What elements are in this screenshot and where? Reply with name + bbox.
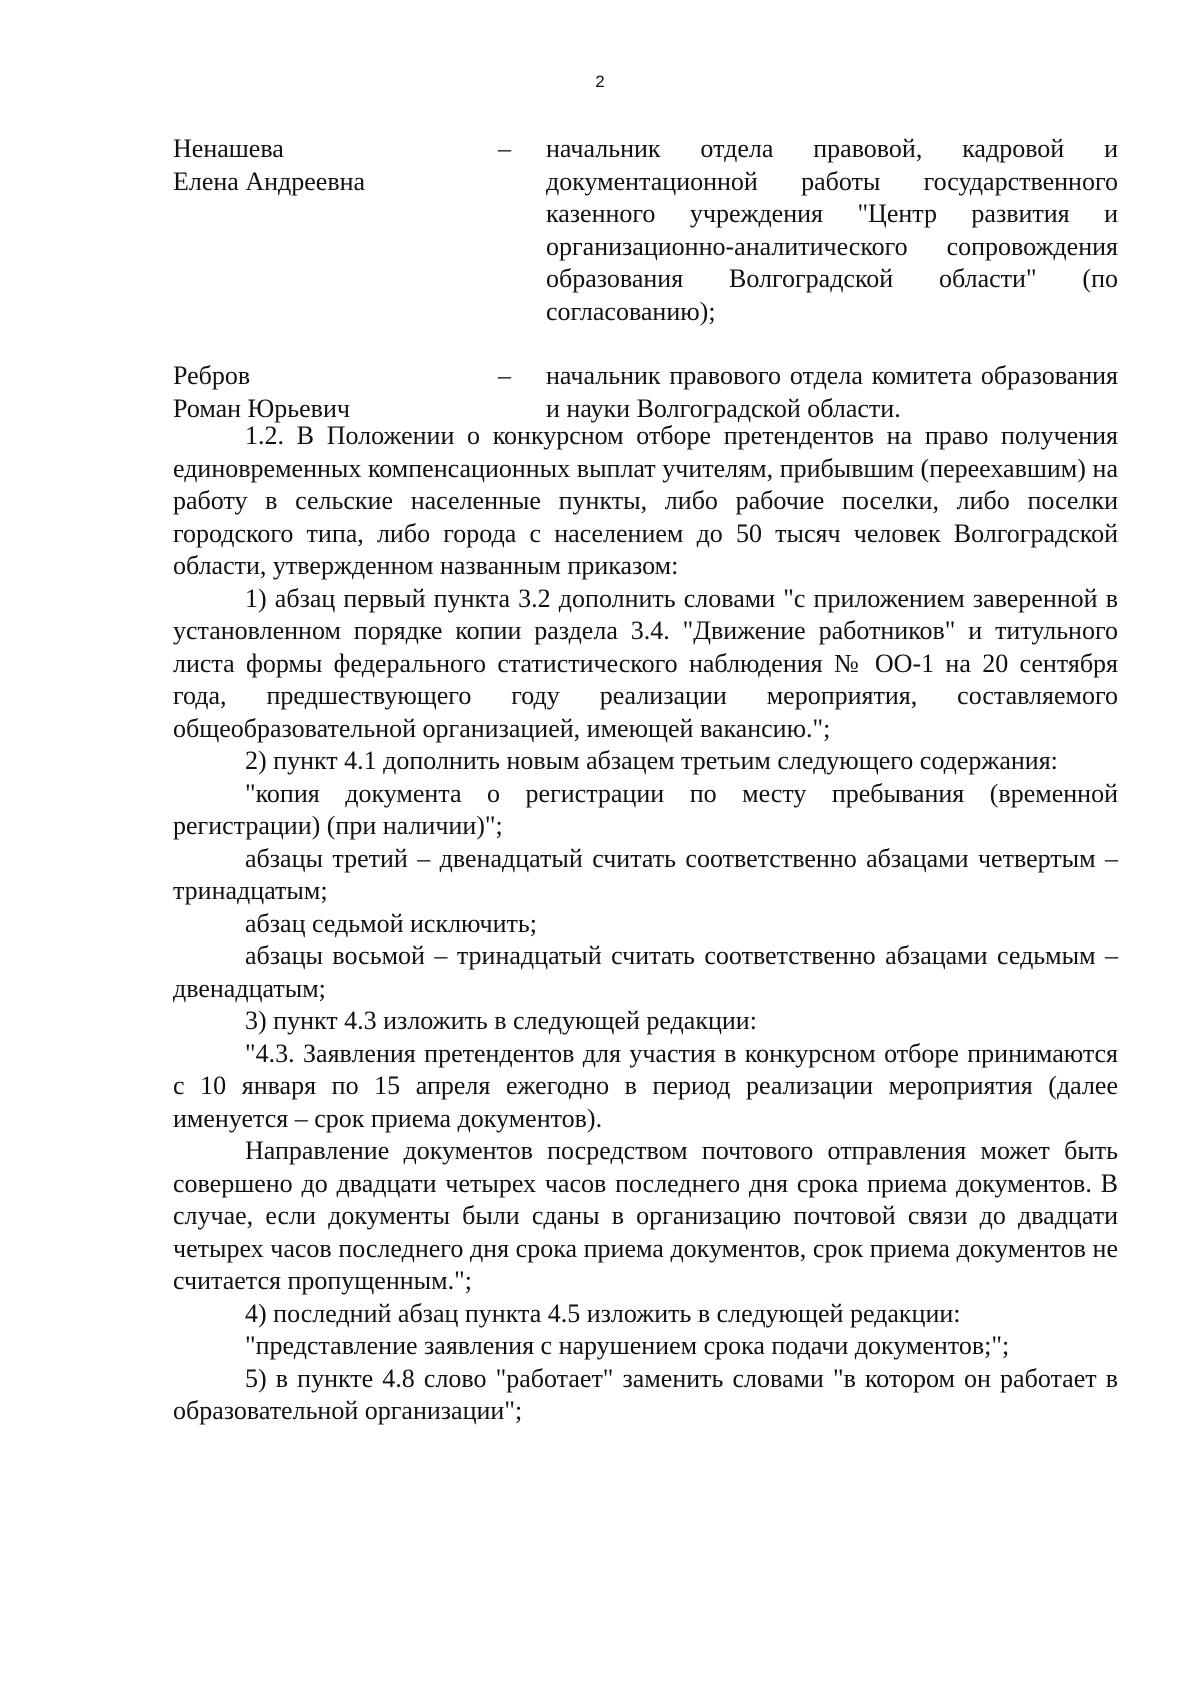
paragraph-item-3: 3) пункт 4.3 изложить в следующей редакции: xyxy=(245,1006,757,1035)
paragraph-renumber-1: абзацы третий – двенадцатый считать соответственно абзацами четвертым – тринадцатым; xyxy=(173,843,1118,905)
member-role: начальник отдела правовой, кадровой и документационной работы государственного казенного учреждения "Центр развития и организационно-аналитического сопровождения образования Волгоградской области" (по согласованию); xyxy=(546,134,1118,326)
member-role: начальник правового отдела комитета образования и науки Волгоградской области. xyxy=(546,361,1118,423)
paragraph-item-4: 4) последний абзац пункта 4.5 изложить в следующей редакции: xyxy=(245,1298,961,1328)
member-dash: – xyxy=(498,361,511,390)
member-given-names: Елена Андреевна xyxy=(173,166,366,196)
member-given-names: Роман Юрьевич xyxy=(173,393,350,423)
member-surname: Ненашева xyxy=(173,134,284,163)
paragraph-quote-registration: "копия документа о регистрации по месту пребывания (временной регистрации) (при наличии)"; xyxy=(173,778,1118,840)
paragraph-renumber-2: абзацы восьмой – тринадцатый считать соответственно абзацами седьмым – двенадцатым; xyxy=(173,941,1118,1003)
paragraph-quote-deadline: "представление заявления с нарушением срока подачи документов;"; xyxy=(245,1331,1010,1360)
paragraph-exclude: абзац седьмой исключить; xyxy=(245,908,537,938)
paragraph-item-1: 1) абзац первый пункта 3.2 дополнить словами "с приложением заверенной в установленном порядке копии раздела 3.4. "Движение работников" и титульного листа формы федерального статистического наблюдения № ОО-1 на 20 сентября года, предшествующего году реализации мероприятия, составляемого общеобразовательной организацией, имеющей вакансию."; xyxy=(173,583,1118,743)
document-body xyxy=(173,420,1118,1428)
paragraph-1-2: 1.2. В Положении о конкурсном отборе претендентов на право получения единовременных компенсационных выплат учителям, прибывшим (переехавшим) на работу в сельские населенные пункты, либо рабочие поселки, либо поселки городского типа, либо города с населением до 50 тысяч человек Волгоградской области, утвержденном названным приказом: xyxy=(173,421,1118,580)
member-name xyxy=(173,133,473,198)
paragraph-item-5: 5) в пункте 4.8 слово "работает" заменить словами "в котором он работает в образовательной организации"; xyxy=(173,1363,1118,1425)
member-dash: – xyxy=(498,134,511,163)
member-name xyxy=(173,360,473,425)
paragraph-item-2: 2) пункт 4.1 дополнить новым абзацем третьим следующего содержания: xyxy=(245,746,1058,775)
member-surname: Ребров xyxy=(173,361,251,390)
paragraph-quote-4-3: "4.3. Заявления претендентов для участия в конкурсном отборе принимаются с 10 января по 15 апреля ежегодно в период реализации мероприятия (далее именуется – срок приема документов). xyxy=(173,1038,1118,1133)
paragraph-postal: Направление документов посредством почтового отправления может быть совершено до двадцати четырех часов последнего дня срока приема документов. В случае, если документы были сданы в организацию почтовой связи до двадцати четырех часов последнего дня срока приема документов, срок приема документов не считается пропущенным."; xyxy=(173,1136,1118,1295)
page-number: 2 xyxy=(595,72,605,91)
